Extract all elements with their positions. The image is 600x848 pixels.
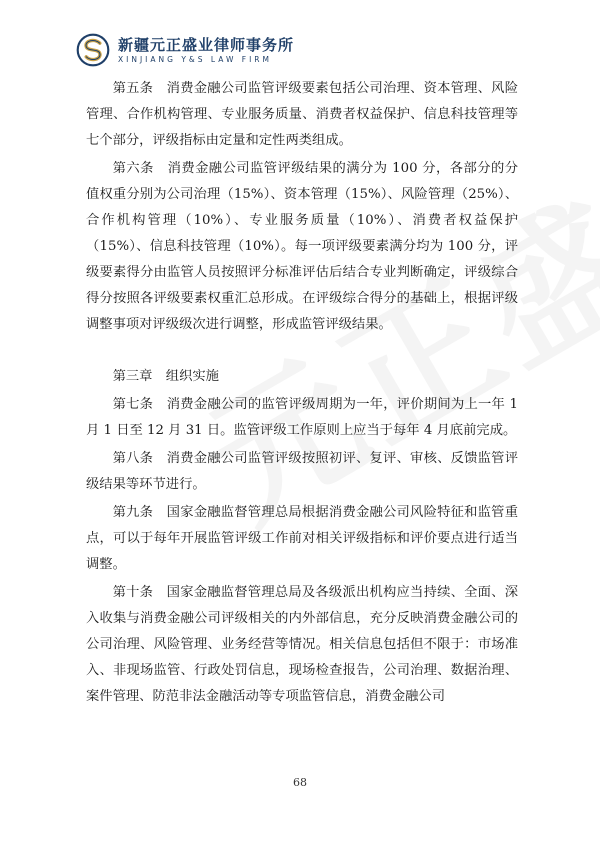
article-10: 第十条 国家金融监督管理总局及各级派出机构应当持续、全面、深入收集与消费金融公司评级相关的内外部信息，充分反映消费金融公司的公司治理、风险管理、业务经营等情况。相关信息包括但不限于：市场准入、非现场监管、行政处罚信息，现场检查报告，公司治理、数据治理、案件管理、防范非法金融活动等专项监管信息，消费金融公司 [86, 585, 518, 704]
section-gap [86, 340, 518, 364]
page-header [76, 30, 294, 70]
firm-logo-icon [76, 33, 110, 67]
firm-name-en: XINJIANG Y&S LAW FIRM [118, 54, 272, 64]
article-5: 第五条 消费金融公司监管评级要素包括公司治理、资本管理、风险管理、合作机构管理、专业服务质量、消费者权益保护、信息科技管理等七个部分，评级指标由定量和定性两类组成。 [86, 81, 518, 148]
chapter-3-heading: 第三章 组织实施 [112, 369, 219, 384]
article-6: 第六条 消费金融公司监管评级结果的满分为 100 分，各部分的分值权重分别为公司治理（15%）、资本管理（15%）、风险管理（25%）、合作机构管理（10%）、专业服务质量（10%）、消费者权益保护（15%）、信息科技管理（10%）。每一项评级要素满分均为 100 分，评级要素得分由监管人员按照评分标准评估后结合专业判断确定，评级综合得分按照各评级要素权重汇总形成。在评级综合得分的基础上，根据评级调整事项对评级级次进行调整，形成监管评级结果。 [86, 161, 518, 332]
article-9: 第九条 国家金融监督管理总局根据消费金融公司风险特征和监管重点，可以于每年开展监管评级工作前对相关评级指标和评价要点进行适当调整。 [86, 505, 518, 572]
document-body [86, 76, 518, 712]
page-number: 68 [293, 776, 307, 789]
firm-brand [118, 36, 294, 65]
article-7: 第七条 消费金融公司的监管评级周期为一年，评价期间为上一年 1 月 1 日至 12 月 31 日。监管评级工作原则上应当于每年 4 月底前完成。 [86, 397, 518, 438]
firm-name-cn: 新疆元正盛业律师事务所 [118, 35, 295, 54]
article-8: 第八条 消费金融公司监管评级按照初评、复评、审核、反馈监管评级结果等环节进行。 [86, 451, 518, 492]
